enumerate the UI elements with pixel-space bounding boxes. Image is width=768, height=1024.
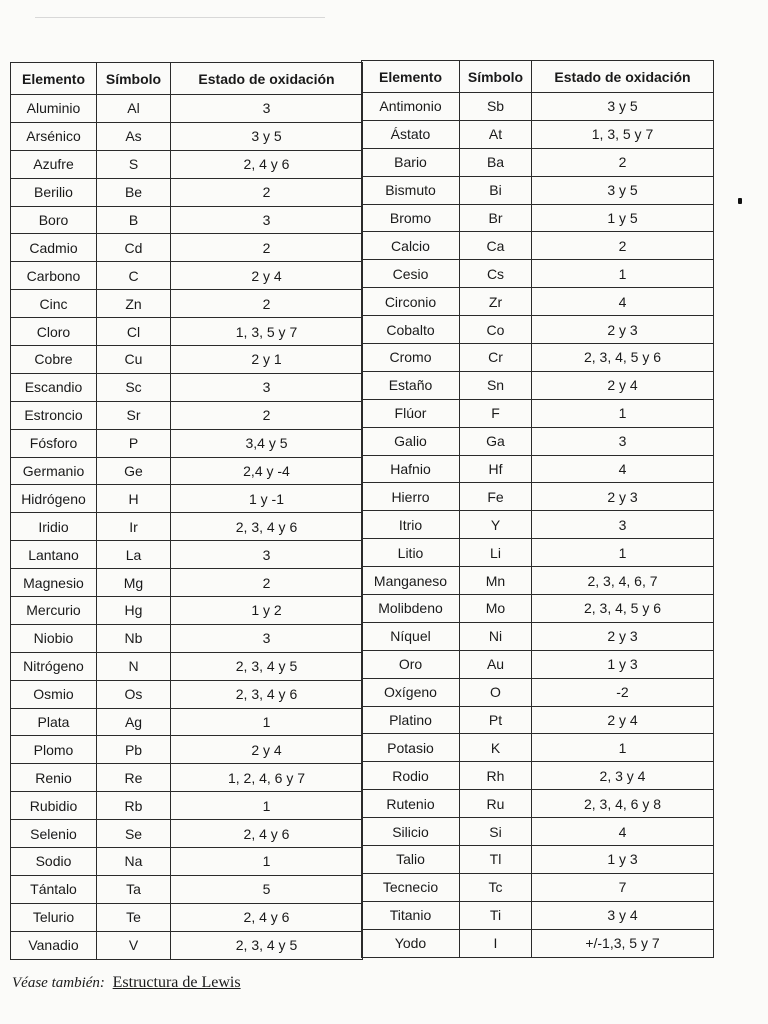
oxidation-cell: 3: [171, 373, 363, 401]
symbol-cell: Nb: [97, 624, 171, 652]
symbol-cell: Cr: [460, 344, 532, 372]
table-row: [11, 903, 363, 931]
element-cell: Silicio: [362, 818, 460, 846]
symbol-cell: Se: [97, 820, 171, 848]
element-cell: Níquel: [362, 622, 460, 650]
header-element: Elemento: [362, 61, 460, 93]
table-row: [362, 790, 714, 818]
table-row: [11, 262, 363, 290]
symbol-cell: Ca: [460, 232, 532, 260]
element-cell: Cesio: [362, 260, 460, 288]
table-row: [362, 232, 714, 260]
element-cell: Rutenio: [362, 790, 460, 818]
oxidation-cell: 2, 3, 4, 5 y 6: [532, 595, 714, 623]
oxidation-cell: 2, 4 y 6: [171, 903, 363, 931]
element-cell: Antimonio: [362, 93, 460, 121]
table-row: [362, 204, 714, 232]
element-cell: Osmio: [11, 680, 97, 708]
oxidation-cell: 2: [532, 148, 714, 176]
element-cell: Selenio: [11, 820, 97, 848]
right-table-body: [362, 93, 714, 958]
oxidation-cell: 4: [532, 455, 714, 483]
element-cell: Hierro: [362, 483, 460, 511]
oxidation-cell: 1 y 2: [171, 597, 363, 625]
symbol-cell: Tc: [460, 873, 532, 901]
element-cell: Rodio: [362, 762, 460, 790]
oxidation-cell: 2, 3, 4 y 5: [171, 931, 363, 959]
oxidation-cell: 1 y -1: [171, 485, 363, 513]
table-row: [362, 148, 714, 176]
table-row: [362, 316, 714, 344]
element-cell: Flúor: [362, 399, 460, 427]
symbol-cell: Cl: [97, 318, 171, 346]
table-row: [362, 455, 714, 483]
table-row: [11, 457, 363, 485]
table-row: [362, 678, 714, 706]
table-row: [362, 846, 714, 874]
table-row: [11, 875, 363, 903]
element-cell: Mercurio: [11, 597, 97, 625]
table-row: [362, 706, 714, 734]
oxidation-cell: 2, 3, 4 y 6: [171, 513, 363, 541]
symbol-cell: Li: [460, 539, 532, 567]
table-row: [11, 820, 363, 848]
oxidation-cell: 2, 3 y 4: [532, 762, 714, 790]
table-row: [362, 929, 714, 957]
symbol-cell: Mo: [460, 595, 532, 623]
table-row: [11, 346, 363, 374]
element-cell: Cadmio: [11, 234, 97, 262]
header-symbol: Símbolo: [97, 63, 171, 95]
table-row: [362, 176, 714, 204]
element-cell: Calcio: [362, 232, 460, 260]
see-also-footer: [12, 974, 241, 992]
oxidation-cell: 1: [532, 260, 714, 288]
oxidation-cell: 2: [532, 232, 714, 260]
table-row: [362, 344, 714, 372]
left-table-body: [11, 95, 363, 960]
symbol-cell: Ga: [460, 427, 532, 455]
element-cell: Telurio: [11, 903, 97, 931]
element-cell: Cloro: [11, 318, 97, 346]
oxidation-cell: 2 y 4: [532, 371, 714, 399]
oxidation-cell: 4: [532, 288, 714, 316]
symbol-cell: Ge: [97, 457, 171, 485]
lewis-structure-link[interactable]: Estructura de Lewis: [112, 974, 241, 991]
symbol-cell: P: [97, 429, 171, 457]
oxidation-cell: 1: [171, 848, 363, 876]
oxidation-cell: 7: [532, 873, 714, 901]
symbol-cell: Re: [97, 764, 171, 792]
element-cell: Cromo: [362, 344, 460, 372]
table-row: [11, 541, 363, 569]
symbol-cell: Zr: [460, 288, 532, 316]
oxidation-cell: 2 y 4: [532, 706, 714, 734]
element-cell: Cobre: [11, 346, 97, 374]
oxidation-cell: 3 y 5: [532, 176, 714, 204]
symbol-cell: As: [97, 122, 171, 150]
symbol-cell: F: [460, 399, 532, 427]
table-row: [11, 931, 363, 959]
header-symbol: Símbolo: [460, 61, 532, 93]
element-cell: Nitrógeno: [11, 652, 97, 680]
oxidation-cell: 4: [532, 818, 714, 846]
symbol-cell: Zn: [97, 290, 171, 318]
oxidation-cell: 3: [171, 541, 363, 569]
symbol-cell: At: [460, 120, 532, 148]
element-cell: Cobalto: [362, 316, 460, 344]
symbol-cell: Mn: [460, 567, 532, 595]
symbol-cell: Ti: [460, 901, 532, 929]
right-table-container: [361, 60, 713, 958]
oxidation-cell: 2,4 y -4: [171, 457, 363, 485]
table-row: [362, 762, 714, 790]
element-cell: Titanio: [362, 901, 460, 929]
symbol-cell: Ru: [460, 790, 532, 818]
element-cell: Platino: [362, 706, 460, 734]
element-cell: Oro: [362, 650, 460, 678]
table-row: [11, 708, 363, 736]
element-cell: Germanio: [11, 457, 97, 485]
table-row: [362, 371, 714, 399]
symbol-cell: Al: [97, 95, 171, 123]
oxidation-cell: 3: [171, 206, 363, 234]
oxidation-cell: 2, 3, 4 y 5: [171, 652, 363, 680]
element-cell: Fósforo: [11, 429, 97, 457]
symbol-cell: K: [460, 734, 532, 762]
element-cell: Bario: [362, 148, 460, 176]
symbol-cell: O: [460, 678, 532, 706]
symbol-cell: Pt: [460, 706, 532, 734]
table-row: [11, 680, 363, 708]
element-cell: Sodio: [11, 848, 97, 876]
symbol-cell: S: [97, 150, 171, 178]
table-row: [11, 318, 363, 346]
element-cell: Carbono: [11, 262, 97, 290]
oxidation-table-right: [361, 60, 714, 958]
table-header-row: [11, 63, 363, 95]
table-row: [11, 624, 363, 652]
oxidation-cell: 1, 2, 4, 6 y 7: [171, 764, 363, 792]
element-cell: Cinc: [11, 290, 97, 318]
table-row: [362, 427, 714, 455]
table-row: [362, 539, 714, 567]
symbol-cell: Mg: [97, 569, 171, 597]
element-cell: Lantano: [11, 541, 97, 569]
table-row: [362, 483, 714, 511]
table-row: [362, 622, 714, 650]
table-row: [11, 736, 363, 764]
oxidation-cell: 1: [532, 734, 714, 762]
element-cell: Circonio: [362, 288, 460, 316]
table-row: [362, 93, 714, 121]
oxidation-cell: 5: [171, 875, 363, 903]
table-row: [362, 120, 714, 148]
element-cell: Litio: [362, 539, 460, 567]
symbol-cell: B: [97, 206, 171, 234]
symbol-cell: Bi: [460, 176, 532, 204]
symbol-cell: Sc: [97, 373, 171, 401]
table-row: [362, 734, 714, 762]
symbol-cell: Sr: [97, 401, 171, 429]
symbol-cell: N: [97, 652, 171, 680]
symbol-cell: Cu: [97, 346, 171, 374]
oxidation-cell: 2: [171, 178, 363, 206]
element-cell: Niobio: [11, 624, 97, 652]
element-cell: Magnesio: [11, 569, 97, 597]
table-row: [362, 567, 714, 595]
element-cell: Tecnecio: [362, 873, 460, 901]
symbol-cell: Ag: [97, 708, 171, 736]
table-row: [362, 399, 714, 427]
table-row: [362, 260, 714, 288]
element-cell: Yodo: [362, 929, 460, 957]
element-cell: Renio: [11, 764, 97, 792]
table-row: [11, 429, 363, 457]
element-cell: Hafnio: [362, 455, 460, 483]
symbol-cell: V: [97, 931, 171, 959]
symbol-cell: La: [97, 541, 171, 569]
table-row: [11, 178, 363, 206]
oxidation-cell: 1, 3, 5 y 7: [171, 318, 363, 346]
element-cell: Bismuto: [362, 176, 460, 204]
table-row: [11, 513, 363, 541]
oxidation-cell: 1, 3, 5 y 7: [532, 120, 714, 148]
oxidation-cell: 3,4 y 5: [171, 429, 363, 457]
table-row: [362, 873, 714, 901]
symbol-cell: H: [97, 485, 171, 513]
oxidation-cell: 1 y 5: [532, 204, 714, 232]
table-row: [11, 401, 363, 429]
header-element: Elemento: [11, 63, 97, 95]
oxidation-cell: -2: [532, 678, 714, 706]
oxidation-cell: 2 y 4: [171, 736, 363, 764]
table-row: [11, 290, 363, 318]
oxidation-cell: 2 y 1: [171, 346, 363, 374]
oxidation-cell: 2: [171, 569, 363, 597]
symbol-cell: Ba: [460, 148, 532, 176]
element-cell: Berilio: [11, 178, 97, 206]
symbol-cell: Br: [460, 204, 532, 232]
symbol-cell: Te: [97, 903, 171, 931]
table-row: [11, 597, 363, 625]
oxidation-cell: 3 y 5: [171, 122, 363, 150]
element-cell: Rubidio: [11, 792, 97, 820]
oxidation-cell: 3: [171, 95, 363, 123]
oxidation-cell: 2 y 3: [532, 316, 714, 344]
symbol-cell: Na: [97, 848, 171, 876]
element-cell: Plata: [11, 708, 97, 736]
oxidation-cell: 2 y 3: [532, 622, 714, 650]
oxidation-cell: 1: [532, 399, 714, 427]
element-cell: Talio: [362, 846, 460, 874]
element-cell: Potasio: [362, 734, 460, 762]
left-table-container: [10, 62, 362, 960]
table-row: [11, 234, 363, 262]
symbol-cell: Rb: [97, 792, 171, 820]
symbol-cell: I: [460, 929, 532, 957]
oxidation-cell: 3: [532, 427, 714, 455]
element-cell: Estaño: [362, 371, 460, 399]
symbol-cell: Cd: [97, 234, 171, 262]
see-also-label: Véase también:: [12, 975, 105, 991]
table-row: [362, 901, 714, 929]
symbol-cell: Os: [97, 680, 171, 708]
symbol-cell: Be: [97, 178, 171, 206]
oxidation-cell: 3 y 5: [532, 93, 714, 121]
scan-top-line: [35, 17, 325, 18]
table-row: [11, 150, 363, 178]
symbol-cell: Fe: [460, 483, 532, 511]
element-cell: Itrio: [362, 511, 460, 539]
table-row: [11, 206, 363, 234]
table-row: [11, 569, 363, 597]
table-row: [11, 764, 363, 792]
oxidation-cell: 3: [171, 624, 363, 652]
oxidation-cell: 2 y 4: [171, 262, 363, 290]
element-cell: Arsénico: [11, 122, 97, 150]
table-row: [362, 818, 714, 846]
header-oxidation: Estado de oxidación: [171, 63, 363, 95]
element-cell: Plomo: [11, 736, 97, 764]
oxidation-cell: 2, 3, 4, 6 y 8: [532, 790, 714, 818]
element-cell: Bromo: [362, 204, 460, 232]
table-row: [11, 848, 363, 876]
oxidation-cell: 3 y 4: [532, 901, 714, 929]
table-row: [11, 652, 363, 680]
table-row: [11, 373, 363, 401]
oxidation-cell: 1: [171, 792, 363, 820]
element-cell: Boro: [11, 206, 97, 234]
element-cell: Estroncio: [11, 401, 97, 429]
element-cell: Vanadio: [11, 931, 97, 959]
table-row: [11, 122, 363, 150]
symbol-cell: Hf: [460, 455, 532, 483]
table-row: [362, 288, 714, 316]
symbol-cell: C: [97, 262, 171, 290]
oxidation-cell: 1 y 3: [532, 650, 714, 678]
table-row: [11, 485, 363, 513]
element-cell: Galio: [362, 427, 460, 455]
oxidation-cell: 2, 3, 4 y 6: [171, 680, 363, 708]
oxidation-cell: 2: [171, 234, 363, 262]
element-cell: Hidrógeno: [11, 485, 97, 513]
symbol-cell: Pb: [97, 736, 171, 764]
element-cell: Oxígeno: [362, 678, 460, 706]
oxidation-cell: 2 y 3: [532, 483, 714, 511]
element-cell: Azufre: [11, 150, 97, 178]
oxidation-cell: +/-1,3, 5 y 7: [532, 929, 714, 957]
symbol-cell: Ni: [460, 622, 532, 650]
oxidation-cell: 3: [532, 511, 714, 539]
oxidation-cell: 2, 4 y 6: [171, 150, 363, 178]
oxidation-cell: 2, 4 y 6: [171, 820, 363, 848]
oxidation-table-left: [10, 62, 363, 960]
element-cell: Manganeso: [362, 567, 460, 595]
oxidation-cell: 1 y 3: [532, 846, 714, 874]
scan-speck: [738, 198, 742, 204]
oxidation-cell: 2: [171, 290, 363, 318]
element-cell: Escandio: [11, 373, 97, 401]
oxidation-cell: 2, 3, 4, 6, 7: [532, 567, 714, 595]
symbol-cell: Y: [460, 511, 532, 539]
oxidation-cell: 1: [532, 539, 714, 567]
element-cell: Aluminio: [11, 95, 97, 123]
element-cell: Tántalo: [11, 875, 97, 903]
symbol-cell: Ta: [97, 875, 171, 903]
symbol-cell: Sn: [460, 371, 532, 399]
symbol-cell: Au: [460, 650, 532, 678]
symbol-cell: Co: [460, 316, 532, 344]
symbol-cell: Sb: [460, 93, 532, 121]
symbol-cell: Cs: [460, 260, 532, 288]
header-oxidation: Estado de oxidación: [532, 61, 714, 93]
symbol-cell: Rh: [460, 762, 532, 790]
table-header-row: [362, 61, 714, 93]
table-row: [362, 511, 714, 539]
table-row: [362, 650, 714, 678]
symbol-cell: Si: [460, 818, 532, 846]
table-row: [11, 792, 363, 820]
oxidation-cell: 1: [171, 708, 363, 736]
element-cell: Molibdeno: [362, 595, 460, 623]
element-cell: Iridio: [11, 513, 97, 541]
oxidation-cell: 2: [171, 401, 363, 429]
symbol-cell: Hg: [97, 597, 171, 625]
oxidation-cell: 2, 3, 4, 5 y 6: [532, 344, 714, 372]
table-row: [11, 95, 363, 123]
table-row: [362, 595, 714, 623]
element-cell: Ástato: [362, 120, 460, 148]
symbol-cell: Tl: [460, 846, 532, 874]
symbol-cell: Ir: [97, 513, 171, 541]
